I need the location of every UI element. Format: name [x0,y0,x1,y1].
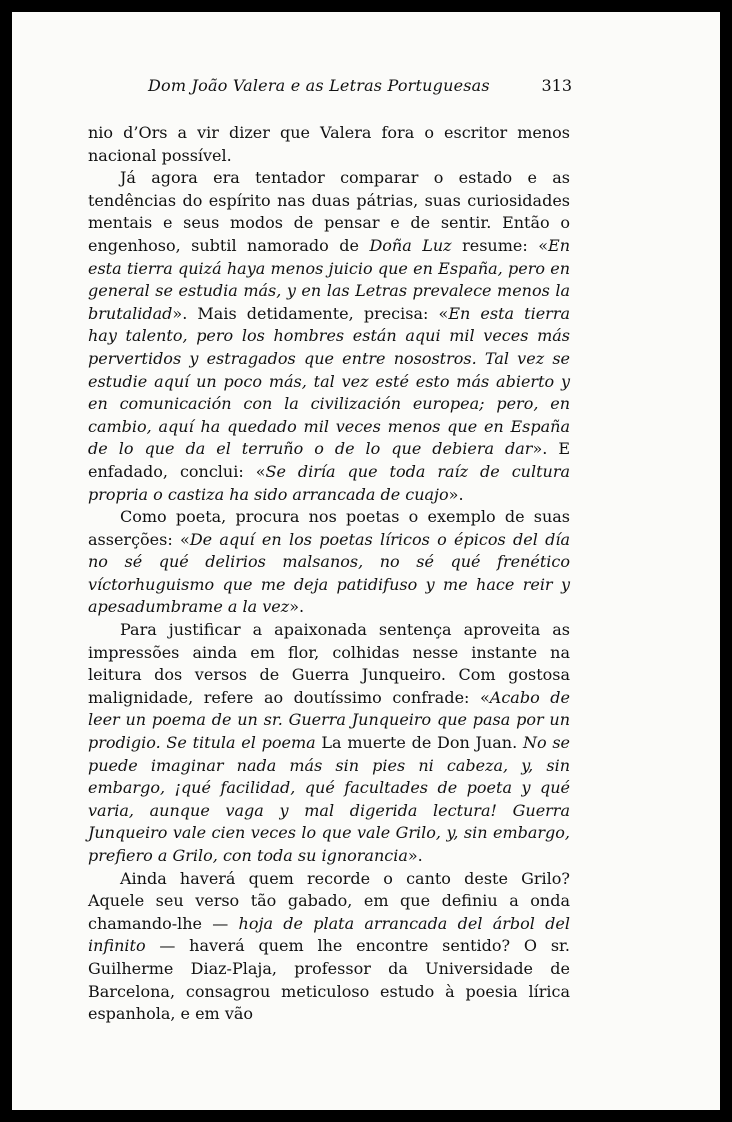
text-run: ». [289,597,305,617]
paragraph [88,506,570,619]
text-run: Para justificar a apaixonada sentença aproveita as impressões ainda em flor, colhidas nesse instante na leitura dos versos de Guerra Junqueiro. Com gostosa malignidade, refere ao doutíssimo confrade: « [88,620,570,707]
quotation: Acabo de leer un poema de un sr. Guerra Junqueiro que pasa por un prodigio. Se titula el poema [88,687,570,753]
text-run: ». [448,484,464,504]
text-run: Ainda haverá quem recorde o canto deste Grilo? Aquele seu verso tão gabado, em que definiu a onda chamando-lhe — [88,868,570,933]
text-run: ». [407,846,423,865]
text-run: nio d’Ors a vir dizer que Valera fora o escritor menos nacional possível. [88,123,570,165]
text-run: — haverá quem lhe encontre sentido? O sr. Guilherme Diaz-Plaja, professor da Universidade de Barcelona, consagrou meticuloso estudo à poesia lírica espanhola, e em vão [88,936,570,1024]
quotation: No se puede imaginar nada más sin pies ni cabeza, y, sin embargo, ¡qué facilidad, qué facultades de poeta y qué varia, aunque vaga y mal digerida lectura! Guerra Junqueiro vale cien veces lo que vale Grilo, y, sin embargo, prefiero a Grilo, con toda su ignorancia [88,733,571,865]
text-run: ». E enfadado, conclui: « [88,439,570,481]
running-title: Dom João Valera e as Letras Portuguesas [148,76,490,95]
book-title: Doña Luz [369,235,452,255]
text-run: Como poeta, procura nos poetas o exemplo de suas asserções: « [88,507,570,549]
quotation: En esta tierra quizá haya menos juicio que en España, pero en general se estudia más, y en las Letras prevalece menos la brutalidad [88,235,571,323]
text-run: La muerte de Don Juan. [315,733,523,753]
quotation: De aquí en los poetas líricos o épicos del día no sé qué delirios malsanos, no sé qué frenético víctorhuguismo que me deja patidifuso y me hace reir y apesadumbrame a la vez [88,529,570,617]
text-run: resume: « [451,235,549,255]
paragraph [88,619,570,868]
paragraph [88,868,570,1026]
text-run: ». Mais detidamente, precisa: « [172,303,449,323]
book-page [12,12,720,1110]
body-text [88,122,570,1026]
paragraph [88,167,570,506]
page-header [88,76,572,102]
paragraph [88,122,570,167]
quotation: En esta tierra hay talento, pero los hombres están aqui mil veces más pervertidos y estragados que entre nosostros. Tal vez se estudie aquí un poco más, tal vez esté esto más abierto y en comunicación con la civilización europea; pero, en cambio, aquí ha quedado mil veces menos que en España de lo que da el terruño o de lo que debiera dar [88,303,571,459]
page-number: 313 [541,76,572,95]
quotation: hoja de plata arrancada del árbol del infinito [88,913,570,956]
quotation: Se diría que toda raíz de cultura propria o castiza ha sido arrancada de cuajo [88,461,571,504]
text-run: Já agora era tentador comparar o estado e as tendências do espírito nas duas pátrias, suas curiosidades mentais e seus modos de pensar e de sentir. Então o engenhoso, subtil namorado de [88,168,570,255]
